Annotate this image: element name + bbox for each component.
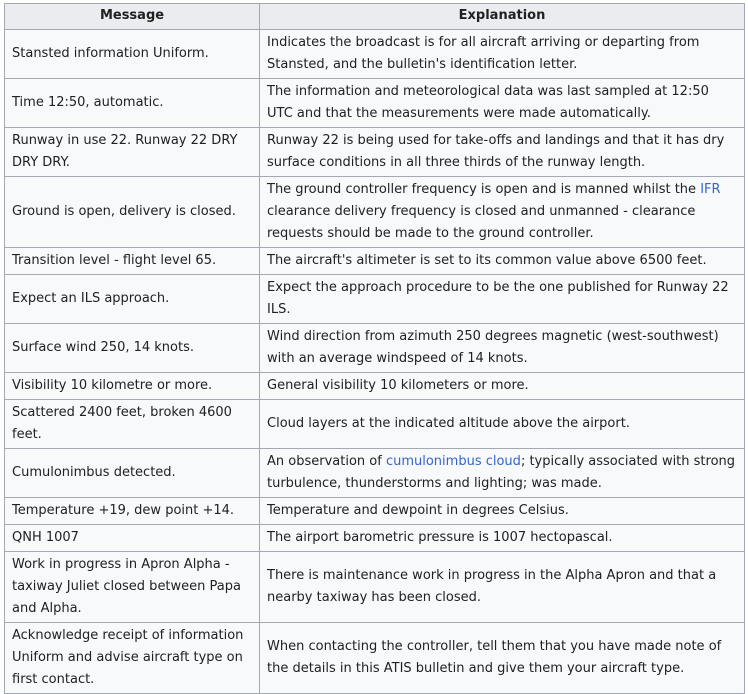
explanation-cell: The aircraft's altimeter is set to its common value above 6500 feet. — [260, 248, 745, 275]
atis-table — [4, 3, 745, 694]
explanation-cell: The airport barometric pressure is 1007 hectopascal. — [260, 525, 745, 552]
explanation-cell: Wind direction from azimuth 250 degrees magnetic (west-southwest) with an average windspeed of 14 knots. — [260, 324, 745, 373]
message-cell: Visibility 10 kilometre or more. — [5, 373, 260, 400]
explanation-cell: When contacting the controller, tell them that you have made note of the details in this ATIS bulletin and give them your aircraft type. — [260, 623, 745, 694]
table-row — [5, 177, 745, 248]
table-row — [5, 128, 745, 177]
header-row — [5, 4, 745, 30]
message-cell: QNH 1007 — [5, 525, 260, 552]
explanation-cell: Indicates the broadcast is for all aircraft arriving or departing from Stansted, and the bulletin's identification letter. — [260, 30, 745, 79]
table-row — [5, 449, 745, 498]
explanation-cell: Cloud layers at the indicated altitude above the airport. — [260, 400, 745, 449]
explanation-cell — [260, 449, 745, 498]
explanation-text: clearance delivery frequency is closed and unmanned - clearance requests should be made to the ground controller. — [267, 204, 696, 241]
table-row — [5, 552, 745, 623]
table-row — [5, 373, 745, 400]
message-cell: Ground is open, delivery is closed. — [5, 177, 260, 248]
table-row — [5, 400, 745, 449]
message-cell: Scattered 2400 feet, broken 4600 feet. — [5, 400, 260, 449]
message-cell: Expect an ILS approach. — [5, 275, 260, 324]
table-row — [5, 525, 745, 552]
message-cell: Time 12:50, automatic. — [5, 79, 260, 128]
explanation-cell — [260, 177, 745, 248]
table-row — [5, 79, 745, 128]
message-header[interactable]: Message — [5, 4, 260, 30]
table-row — [5, 324, 745, 373]
message-cell: Surface wind 250, 14 knots. — [5, 324, 260, 373]
table-row — [5, 623, 745, 694]
cumulonimbus-cloud-link[interactable]: cumulonimbus cloud — [385, 454, 521, 469]
explanation-cell: General visibility 10 kilometers or more. — [260, 373, 745, 400]
explanation-text: ; typically associated with strong turbulence, thunderstorms and lighting; was made. — [267, 454, 736, 491]
explanation-text: The ground controller frequency is open and is manned whilst the — [267, 182, 701, 197]
table-row — [5, 248, 745, 275]
message-cell: Temperature +19, dew point +14. — [5, 498, 260, 525]
ifr-link[interactable]: IFR — [700, 182, 721, 197]
explanation-cell: The information and meteorological data was last sampled at 12:50 UTC and that the measurements were made automatically. — [260, 79, 745, 128]
message-cell: Acknowledge receipt of information Uniform and advise aircraft type on first contact. — [5, 623, 260, 694]
message-cell: Stansted information Uniform. — [5, 30, 260, 79]
explanation-cell: Expect the approach procedure to be the one published for Runway 22 ILS. — [260, 275, 745, 324]
table-row — [5, 30, 745, 79]
message-cell: Runway in use 22. Runway 22 DRY DRY DRY. — [5, 128, 260, 177]
table-row — [5, 275, 745, 324]
message-cell: Transition level - flight level 65. — [5, 248, 260, 275]
explanation-text: An observation of — [267, 454, 386, 469]
explanation-cell: Temperature and dewpoint in degrees Celsius. — [260, 498, 745, 525]
explanation-header[interactable]: Explanation — [260, 4, 745, 30]
explanation-cell: There is maintenance work in progress in the Alpha Apron and that a nearby taxiway has been closed. — [260, 552, 745, 623]
explanation-cell: Runway 22 is being used for take-offs and landings and that it has dry surface conditions in all three thirds of the runway length. — [260, 128, 745, 177]
message-cell: Cumulonimbus detected. — [5, 449, 260, 498]
message-cell: Work in progress in Apron Alpha - taxiway Juliet closed between Papa and Alpha. — [5, 552, 260, 623]
table-row — [5, 498, 745, 525]
